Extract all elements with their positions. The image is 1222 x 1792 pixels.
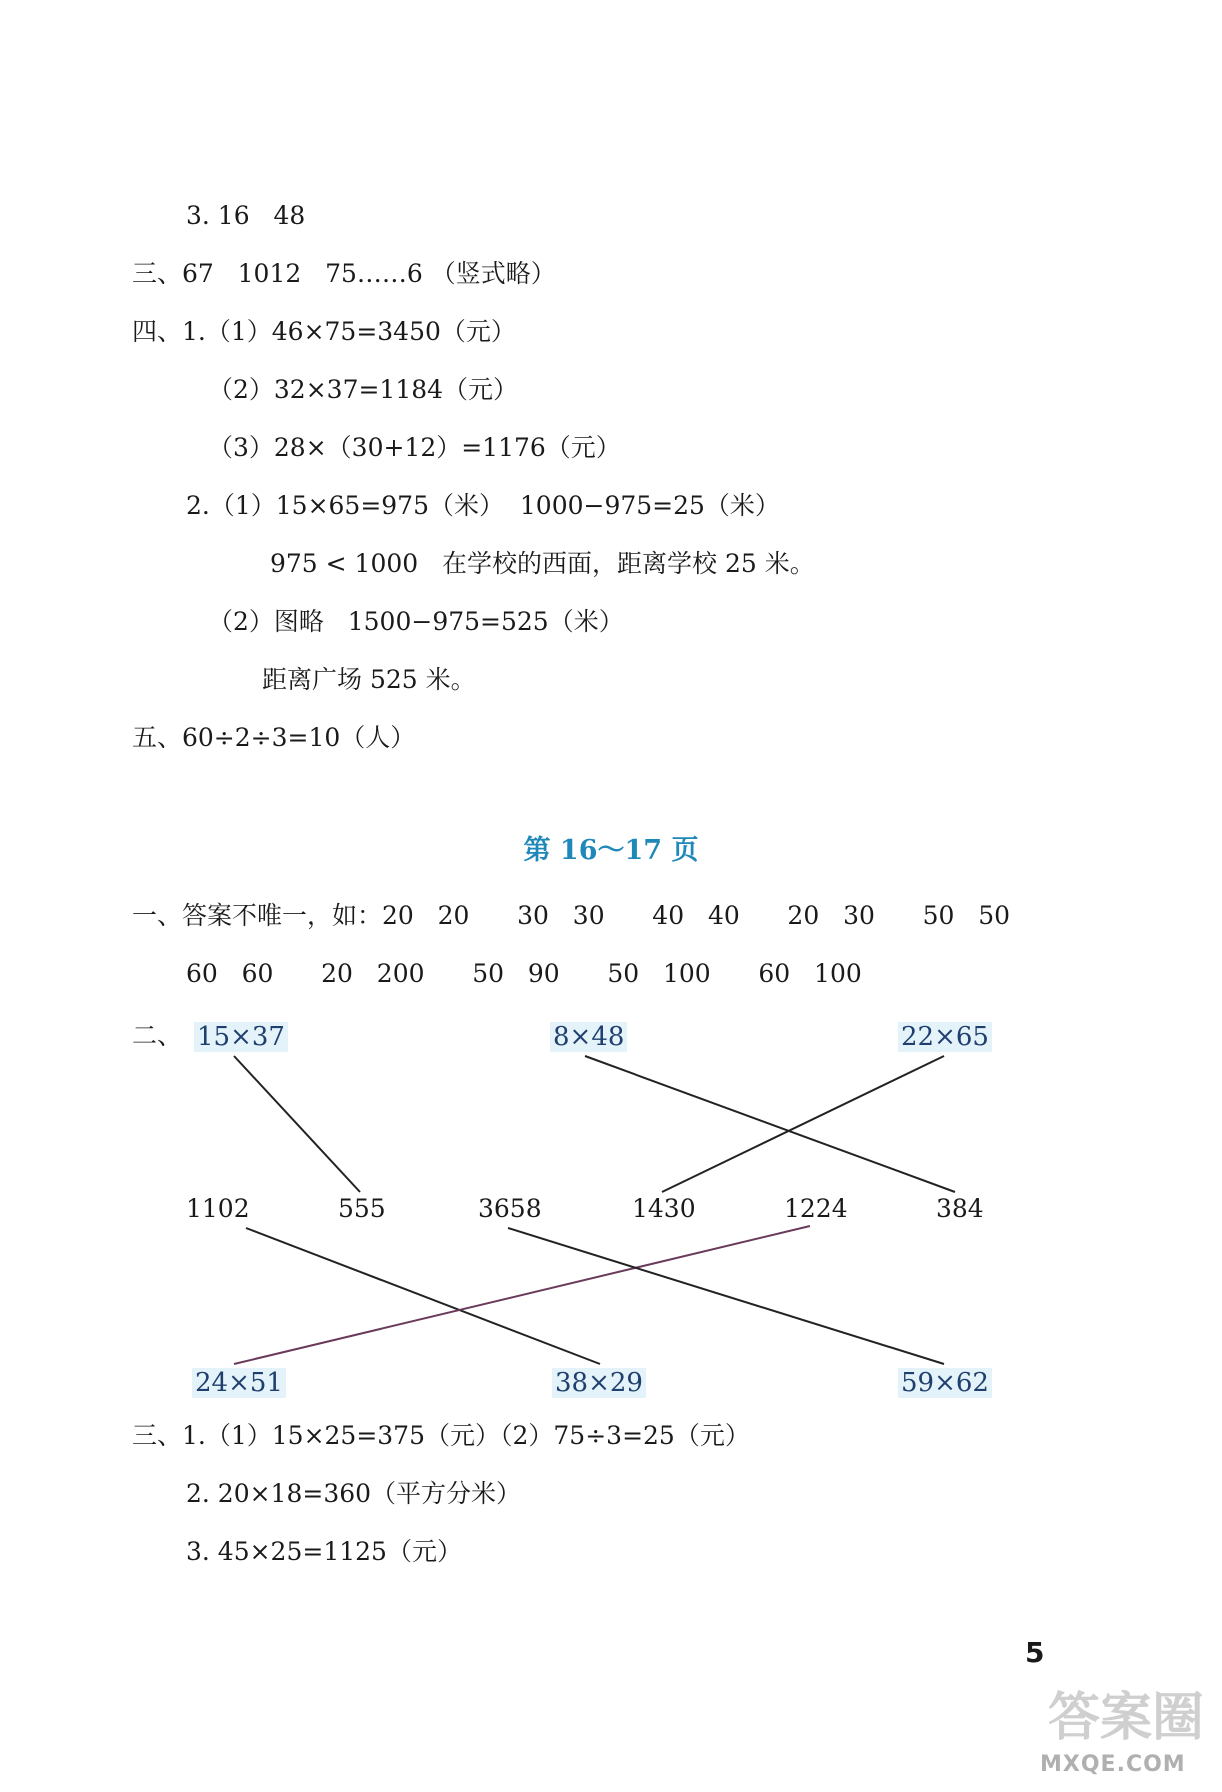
part1-line2: 60 60 20 200 50 90 50 100 60 100 xyxy=(186,959,862,988)
number-1: 1102 xyxy=(186,1194,250,1223)
section-title: 第 16～17 页 xyxy=(523,835,699,866)
part3-line3: 3. 45×25=1125（元） xyxy=(186,1537,462,1566)
answer-section-4-2-2: （2）图略 1500−975=525（米） xyxy=(208,607,624,636)
answer-line-3-2: 3. 16 48 xyxy=(186,201,306,230)
bottom-expr-3: 59×62 xyxy=(898,1368,992,1398)
answer-section-3: 三、67 1012 75……6 （竖式略） xyxy=(132,259,556,288)
match-line-3658-59x62 xyxy=(508,1228,944,1364)
number-3: 3658 xyxy=(478,1194,542,1223)
watermark-logo: 答案圈 xyxy=(1048,1688,1205,1748)
match-line-1102-38x29 xyxy=(246,1228,600,1364)
top-expr-3: 22×65 xyxy=(898,1022,992,1052)
number-5: 1224 xyxy=(784,1194,848,1223)
answer-section-5: 五、60÷2÷3=10（人） xyxy=(132,723,416,752)
part3-line1: 三、1.（1）15×25=375（元）（2）75÷3=25（元） xyxy=(132,1421,750,1450)
watermark-url: MXQE.COM xyxy=(1040,1752,1186,1777)
answer-section-4-2-1-note: 975 < 1000 在学校的西面，距离学校 25 米。 xyxy=(270,549,815,578)
answer-section-4-1-3: （3）28×（30+12）=1176（元） xyxy=(208,433,621,462)
part3-line2: 2. 20×18=360（平方分米） xyxy=(186,1479,522,1508)
number-4: 1430 xyxy=(632,1194,696,1223)
answer-section-4-1-1: 四、1.（1）46×75=3450（元） xyxy=(132,317,516,346)
part2-label: 二、 xyxy=(132,1021,183,1050)
answer-section-4-2-2-note: 距离广场 525 米。 xyxy=(262,665,476,694)
number-6: 384 xyxy=(936,1194,984,1223)
page-number: 5 xyxy=(1025,1636,1045,1669)
part1-line1: 一、答案不唯一，如：20 20 30 30 40 40 20 30 50 50 xyxy=(132,901,1011,930)
top-expr-1: 15×37 xyxy=(194,1022,288,1052)
number-2: 555 xyxy=(338,1194,386,1223)
answer-section-4-2-1: 2.（1）15×65=975（米） 1000−975=25（米） xyxy=(186,491,780,520)
bottom-expr-1: 24×51 xyxy=(192,1368,286,1398)
match-line-15x37-555 xyxy=(234,1056,360,1192)
top-expr-2: 8×48 xyxy=(550,1022,627,1052)
bottom-expr-2: 38×29 xyxy=(552,1368,646,1398)
answer-section-4-1-2: （2）32×37=1184（元） xyxy=(208,375,519,404)
